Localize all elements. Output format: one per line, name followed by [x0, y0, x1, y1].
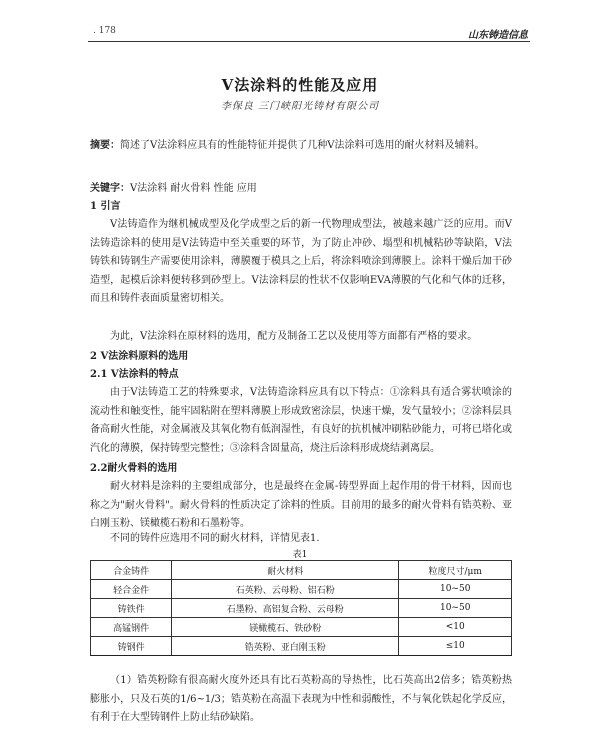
table-row	[91, 637, 512, 656]
table-row	[91, 618, 512, 637]
table-cell: 高锰钢件	[91, 618, 172, 637]
table-cell: ≤10	[399, 637, 512, 656]
section-1-heading: 1 引言	[90, 201, 121, 212]
section-1-paragraph-2: 为此，V法涂料在原材料的选用，配方及制备工艺以及使用等方面都有严格的要求。	[110, 331, 478, 342]
abstract-label: 摘要：	[90, 140, 120, 151]
table-row	[91, 599, 512, 618]
abstract	[90, 137, 512, 156]
table-cell: 轻合金件	[91, 580, 172, 599]
table-1-caption: 表1	[292, 550, 308, 560]
abstract-text: 简述了V法涂料应具有的性能特征并提供了几种V法涂料可选用的耐火材料及辅料。	[120, 140, 485, 151]
table-header-row	[91, 561, 512, 580]
table-header-cell: 合金铸件	[91, 561, 172, 580]
post-table-paragraph: （1）锆英粉除有很高耐火度外还具有比石英粉高的导热性，比石英高出2倍多；锆英粉热膨胀小，只及石英的1/6~1/3；锆英粉在高温下表现为中性和弱酸性，不与氧化铁起化学反应，有利于在大型铸钢件上防止结砂缺陷。	[90, 675, 512, 723]
section-2-1-heading: 2.1 V法涂料的特点	[90, 369, 179, 380]
section-1-paragraph-1: V法铸造作为继机械成型及化学成型之后的新一代物理成型法，被越来越广泛的应用。而V法铸造涂料的使用是V法铸造中至关重要的环节，为了防止冲砂、塌型和机械粘砂等缺陷，V法铸铁和铸钢生产需要使用涂料，薄膜覆于模具之上后，将涂料喷涂到薄膜上。涂料干燥后加干砂造型，起模后涂料便转移到砂型上。V法涂料层的性状不仅影响EVA薄膜的气化和气体的迁移，而且和铸件表面质量密切相关。	[90, 219, 512, 304]
section-2-heading: 2 V法涂料原料的选用	[90, 351, 189, 362]
table-row	[91, 580, 512, 599]
table-cell: 镁橄榄石、铁砂粉	[172, 618, 399, 637]
header-rule	[88, 41, 530, 42]
table-1	[90, 560, 512, 656]
section-2-2-heading: 2.2耐火骨料的选用	[90, 463, 178, 474]
table-cell: 10~50	[399, 580, 512, 599]
table-header-cell: 粒度尺寸/μm	[399, 561, 512, 580]
article-title: V法涂料的性能及应用	[221, 76, 379, 94]
section-2-1-paragraph: 由于V法铸造工艺的特殊要求，V法铸造涂料应具有以下特点：①涂料具有适合雾状喷涂的流动性和触变性，能牢固粘附在塑料薄膜上形成致密涂层，快速干燥，发气量较小；②涂料层具备高耐火性能，对金属液及其氧化物有低润湿性，有良好的抗机械冲刷粘砂能力，可将已塔化或汽化的薄膜，保持铸型完整性；③涂料含固量高，烧注后涂料形成烧结剥离层。	[90, 387, 512, 454]
table-cell: 石英粉、云母粉、铝石粉	[172, 580, 399, 599]
table-cell: 铸钢件	[91, 637, 172, 656]
table-cell: 锆英粉、亚白刚玉粉	[172, 637, 399, 656]
keywords-text: V法涂料 耐火骨料 性能 应用	[130, 183, 257, 194]
section-2-2-paragraph-2: 不同的铸件应选用不同的耐火材料，详情见表1.	[110, 533, 320, 544]
table-header-cell: 耐火材料	[172, 561, 399, 580]
table-cell: 石墨粉、高铝复合粉、云母粉	[172, 599, 399, 618]
table-cell: <10	[399, 618, 512, 637]
keywords	[90, 180, 512, 199]
table-cell: 铸铁件	[91, 599, 172, 618]
page-number: . 178	[93, 26, 116, 36]
keywords-label: 关键字：	[90, 183, 130, 194]
journal-name: 山东铸造信息	[468, 30, 528, 41]
article-authors: 李保良 三门峡阳光铸材有限公司	[220, 101, 380, 112]
section-2-2-paragraph-1: 耐火材料是涂料的主要组成部分，也是最终在金属-铸型界面上起作用的骨干材料，因而也称之为"耐火骨料"。耐火骨料的性质决定了涂料的性质。目前用的最多的耐火骨料有锆英粉、亚白刚玉粉、镁橄榄石粉和石墨粉等。	[90, 481, 512, 529]
table-cell: 10~50	[399, 599, 512, 618]
